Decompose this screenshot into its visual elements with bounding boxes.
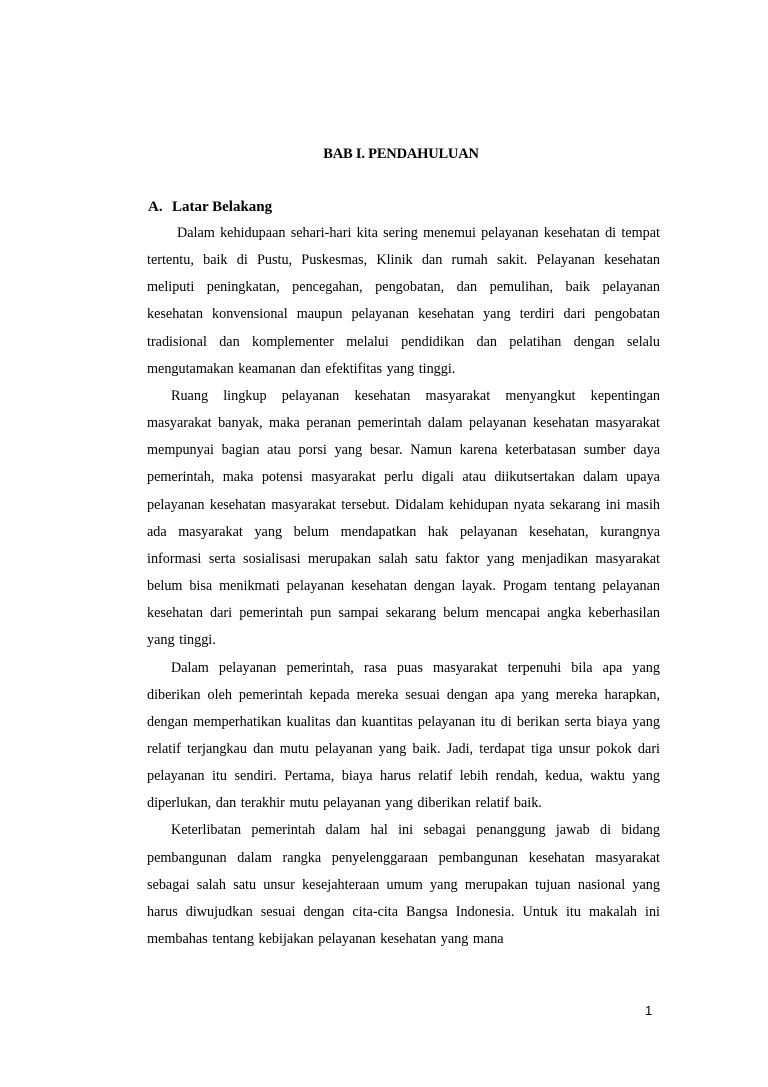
section-heading [148,199,272,216]
paragraph: Dalam kehidupaan sehari-hari kita sering menemui pelayanan kesehatan di tempat tertentu, baik di Pustu, Puskesmas, Klinik dan rumah sakit. Pelayanan kesehatan meliputi peningkatan, pencegahan, pengobatan, dan pemulihan, baik pelayanan kesehatan konvensional maupun pelayanan kesehatan yang terdiri dari pengobatan tradisional dan komplementer melalui pendidikan dan pelatihan dengan selalu mengutamakan keamanan dan efektifitas yang tinggi. [147,225,660,377]
chapter-title: BAB I. PENDAHULUAN [323,146,479,162]
body-text [147,220,660,953]
paragraph: Ruang lingkup pelayanan kesehatan masyarakat menyangkut kepentingan masyarakat banyak, maka peranan pemerintah dalam pelayanan kesehatan masyarakat mempunyai bagian atau porsi yang besar. Namun karena keterbatasan sumber daya pemerintah, maka potensi masyarakat perlu digali atau diikutsertakan dalam upaya pelayanan kesehatan masyarakat tersebut. Didalam kehidupan nyata sekarang ini masih ada masyarakat yang belum mendapatkan hak pelayanan kesehatan, kurangnya informasi serta sosialisasi merupakan salah satu faktor yang menjadikan masyarakat belum bisa menikmati pelayanan kesehatan dengan layak. Progam tentang pelayanan kesehatan dari pemerintah pun sampai sekarang belum mencapai angka keberhasilan yang tinggi. [147,387,660,649]
paragraph: Dalam pelayanan pemerintah, rasa puas masyarakat terpenuhi bila apa yang diberikan oleh pemerintah kepada mereka sesuai dengan apa yang mereka harapkan, dengan memperhatikan kualitas dan kuantitas pelayanan itu di berikan serta biaya yang relatif terjangkau dan mutu pelayanan yang baik. Jadi, terdapat tiga unsur pokok dari pelayanan itu sendiri. Pertama, biaya harus relatif lebih rendah, kedua, waktu yang diperlukan, dan terakhir mutu pelayanan yang diberikan relatif baik. [147,659,660,812]
section-number: A. [148,199,163,215]
section-title: Latar Belakang [172,199,273,215]
page-number: 1 [645,1003,653,1018]
paragraph: Keterlibatan pemerintah dalam hal ini sebagai penanggung jawab di bidang pembangunan dalam rangka penyelenggaraan pembangunan kesehatan masyarakat sebagai salah satu unsur kesejahteraan umum yang merupakan tujuan nasional yang harus diwujudkan sesuai dengan cita-cita Bangsa Indonesia. Untuk itu makalah ini membahas tentang kebijakan pelayanan kesehatan yang mana [147,822,660,948]
